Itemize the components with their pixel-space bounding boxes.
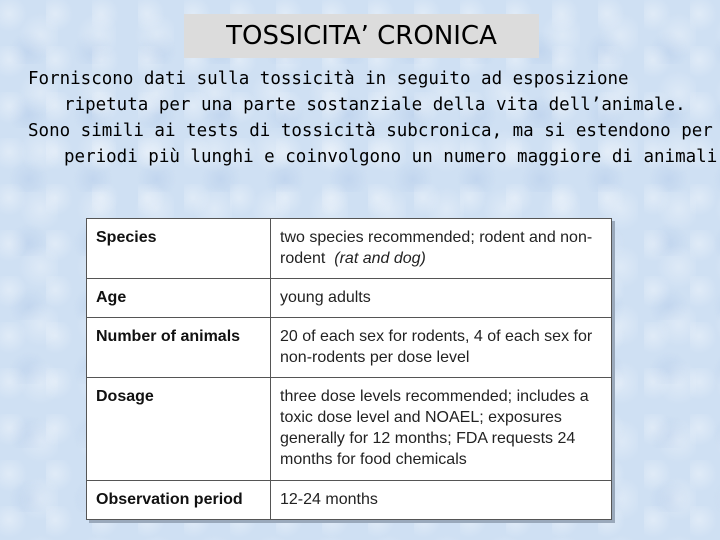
row-value-age: young adults [271, 279, 612, 318]
row-label-number-of-animals: Number of animals [87, 318, 271, 378]
row-label-dosage: Dosage [87, 378, 271, 481]
table-row [87, 279, 612, 318]
row-label-observation-period: Observation period [87, 481, 271, 520]
species-value: two species recommended; rodent and non-rodent [280, 229, 593, 267]
row-value-number-of-animals: 20 of each sex for rodents, 4 of each sex for non-rodents per dose level [271, 318, 612, 378]
intro-text [28, 66, 718, 170]
row-value-dosage: three dose levels recommended; includes a toxic dose level and NOAEL; exposures generally for 12 months; FDA requests 24 months for food chemicals [271, 378, 612, 481]
row-label-species: Species [87, 219, 271, 279]
species-note: (rat and dog) [334, 250, 426, 267]
intro-paragraph-2: Sono simili ai tests di tossicità subcronica, ma si estendono per periodi più lunghi e coinvolgono un numero maggiore di animali [28, 121, 718, 167]
row-value-species [271, 219, 612, 279]
table-row [87, 219, 612, 279]
table-row [87, 378, 612, 481]
page-title: TOSSICITA’ CRONICA [184, 14, 539, 58]
intro-paragraph-1: Forniscono dati sulla tossicità in seguito ad esposizione ripetuta per una parte sostanziale della vita dell’animale. [28, 69, 686, 115]
row-label-age: Age [87, 279, 271, 318]
table-row [87, 481, 612, 520]
row-value-observation-period: 12-24 months [271, 481, 612, 520]
table-row [87, 318, 612, 378]
chronic-toxicity-table [86, 218, 612, 520]
